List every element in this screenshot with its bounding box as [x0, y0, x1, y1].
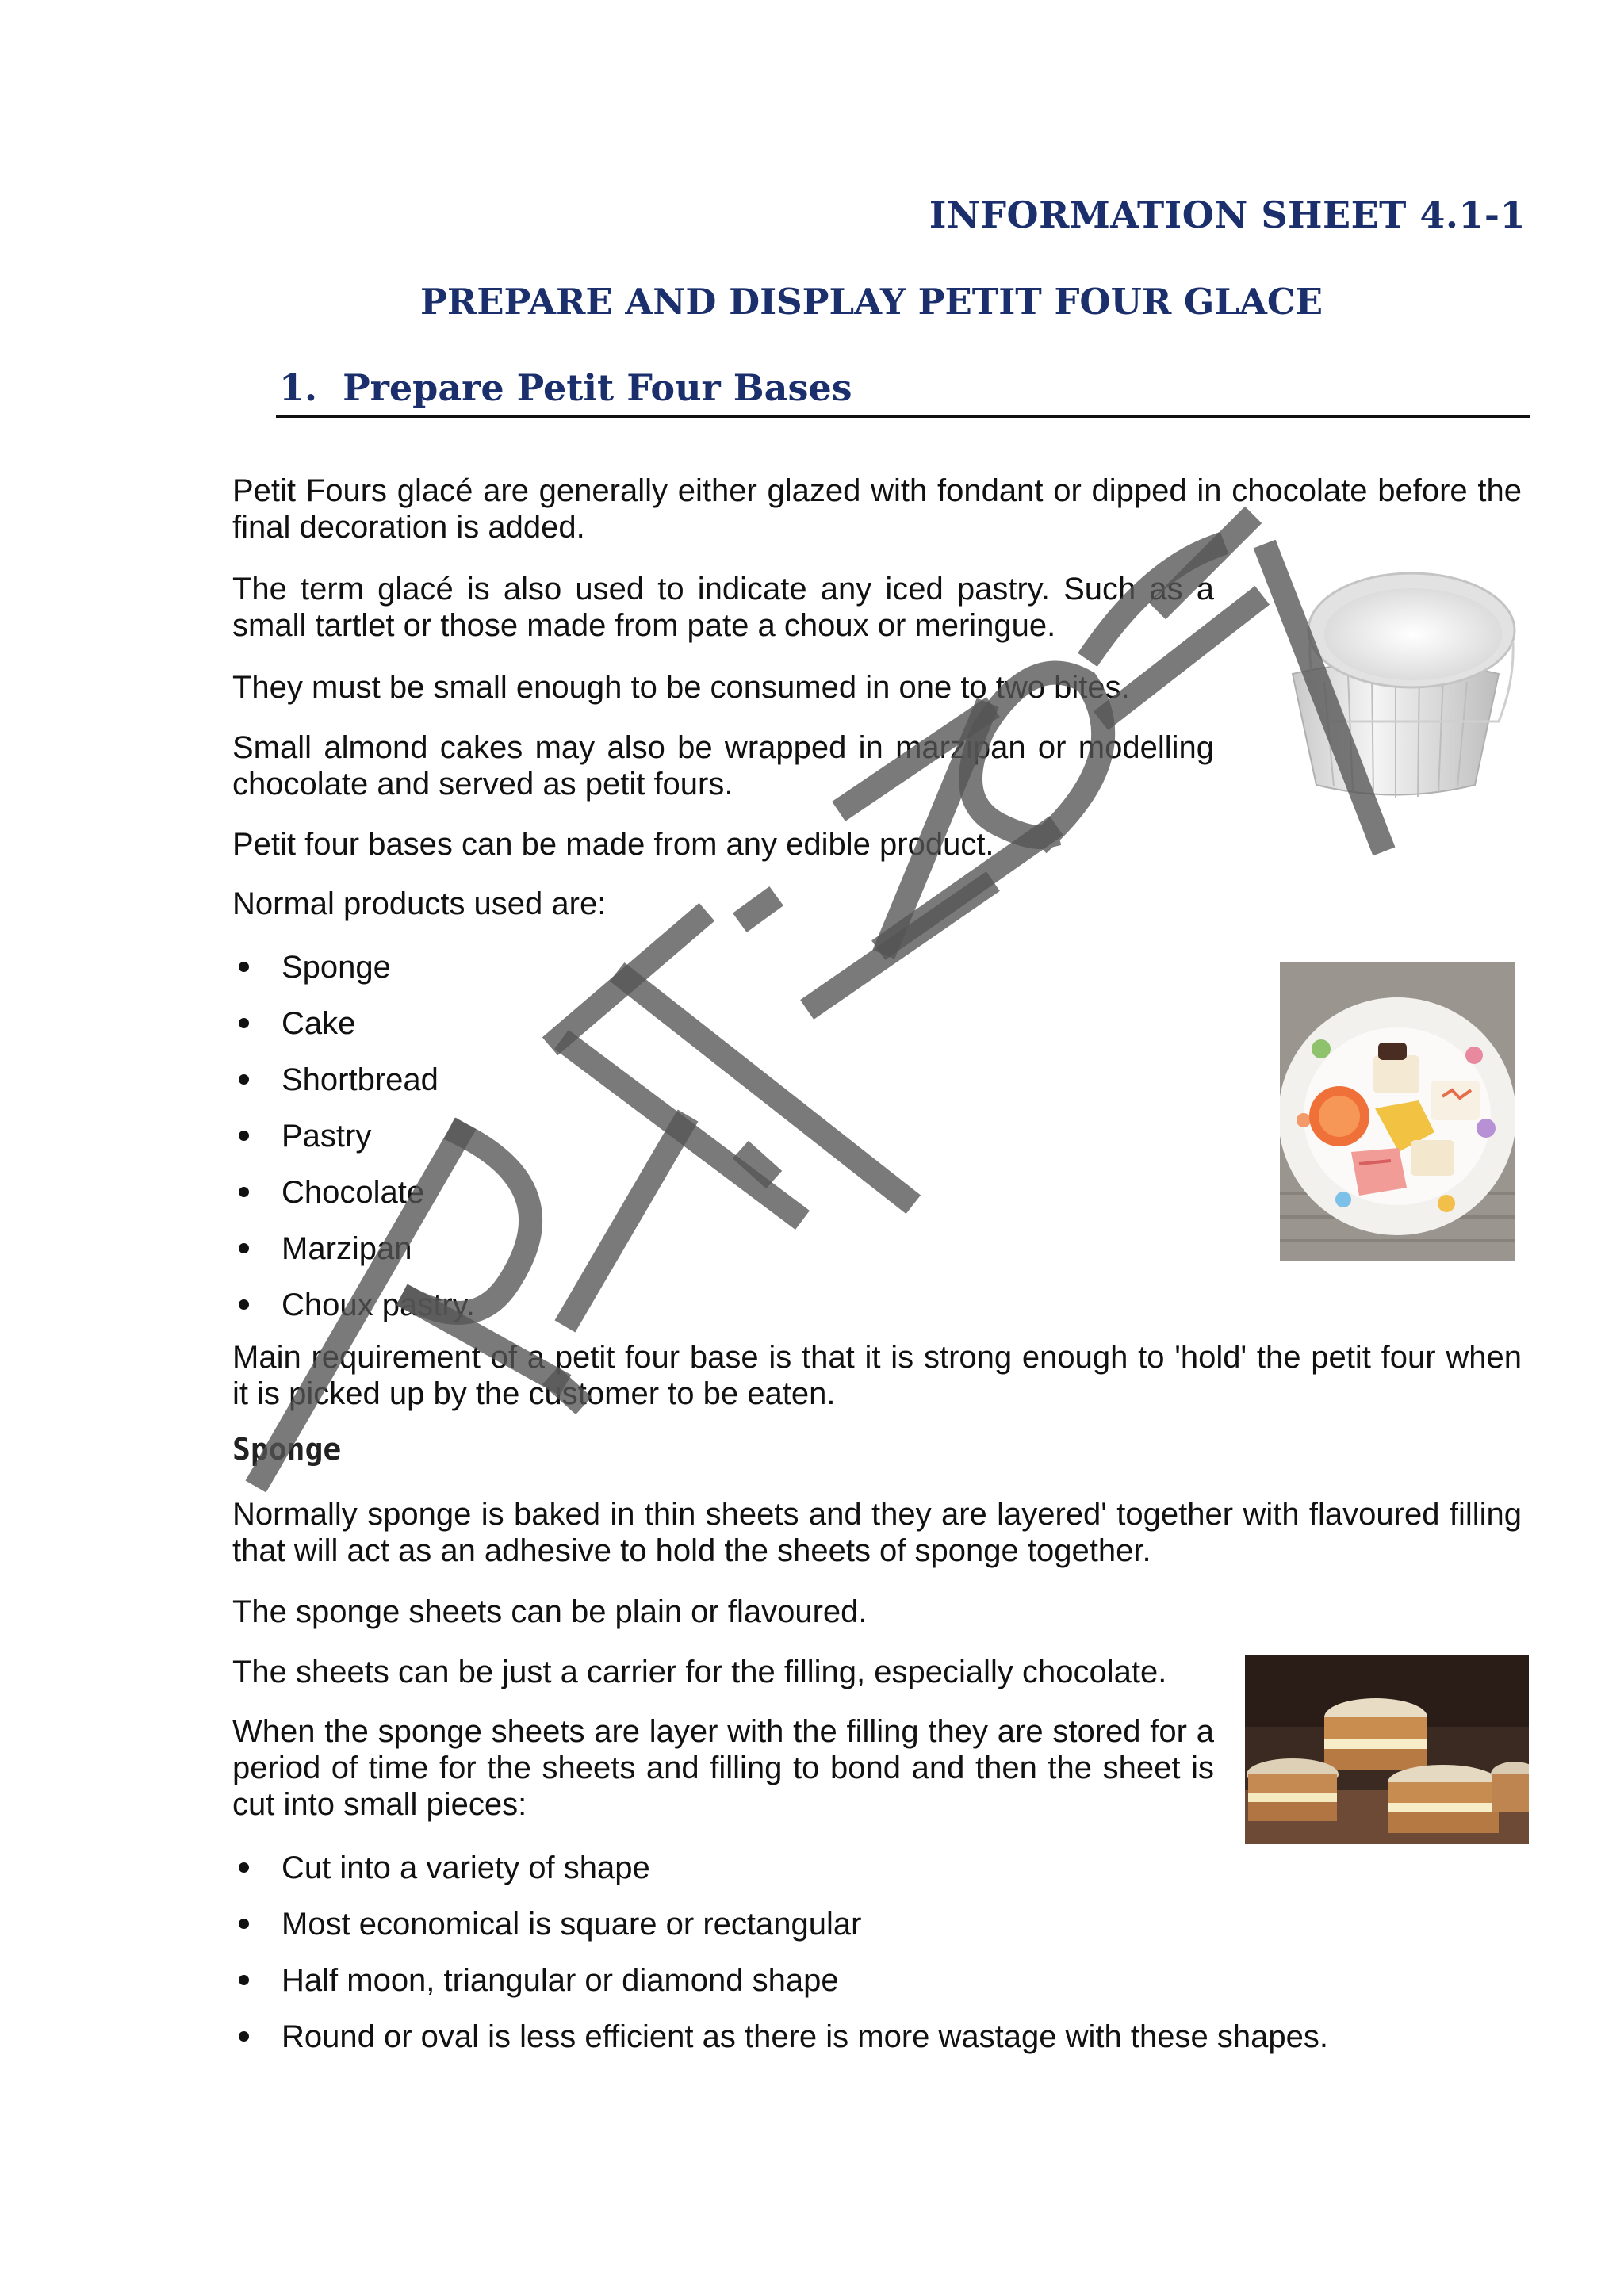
bullet-dot-icon	[239, 1018, 249, 1028]
section-underline	[276, 415, 1530, 418]
bullet-dot-icon	[239, 1919, 249, 1929]
section-number: 1.	[279, 366, 318, 409]
list-item: Shortbread	[232, 1062, 475, 1118]
paragraph-edible-product: Petit four bases can be made from any edible product.	[232, 827, 994, 862]
paragraph-main-requirement: Main requirement of a petit four base is that it is strong enough to 'hold' the petit four when it is picked up by the customer to be eaten.	[232, 1340, 1522, 1411]
list-item: Round or oval is less efficient as there is more wastage with these shapes.	[232, 2019, 1328, 2075]
list-item: Cake	[232, 1005, 475, 1062]
list-item: Sponge	[232, 949, 475, 1005]
shapes-list	[232, 1850, 1328, 2075]
list-item: Choux pastry.	[232, 1287, 475, 1343]
list-item: Pastry	[232, 1118, 475, 1174]
section-heading	[279, 366, 852, 409]
section-title: Prepare Petit Four Bases	[343, 366, 852, 409]
list-item: Chocolate	[232, 1174, 475, 1230]
cupcake-liners-image	[1261, 555, 1530, 809]
list-item: Marzipan	[232, 1230, 475, 1287]
sponge-heading: Sponge	[232, 1432, 342, 1467]
paragraph-plain-flavoured: The sponge sheets can be plain or flavoured.	[232, 1594, 868, 1629]
bullet-dot-icon	[239, 1187, 249, 1197]
bullet-dot-icon	[239, 1243, 249, 1253]
list-item: Most economical is square or rectangular	[232, 1906, 1328, 1962]
bullet-dot-icon	[239, 1975, 249, 1985]
paragraph-almond-cakes: Small almond cakes may also be wrapped in marzipan or modelling chocolate and served as petit fours.	[232, 730, 1214, 802]
bullet-dot-icon	[239, 1074, 249, 1085]
paragraph-carrier: The sheets can be just a carrier for the filling, especially chocolate.	[232, 1655, 1167, 1689]
petit-fours-plate-image	[1280, 962, 1515, 1261]
paragraph-sponge-baked: Normally sponge is baked in thin sheets and they are layered' together with flavoured filling that will act as an adhesive to hold the sheets of sponge together.	[232, 1497, 1522, 1568]
bullet-dot-icon	[239, 2031, 249, 2042]
products-list	[232, 949, 475, 1343]
information-sheet-title: INFORMATION SHEET 4.1-1	[929, 193, 1526, 236]
sponge-cakes-image	[1245, 1655, 1529, 1844]
paragraph-glazed: Petit Fours glacé are generally either glazed with fondant or dipped in chocolate before the final decoration is added.	[232, 473, 1522, 545]
paragraph-layer-filling: When the sponge sheets are layer with the filling they are stored for a period of time for the sheets and filling to bond and then the sheet is cut into small pieces:	[232, 1714, 1214, 1822]
list-item: Cut into a variety of shape	[232, 1850, 1328, 1906]
paragraph-normal-products: Normal products used are:	[232, 886, 607, 921]
paragraph-term-glace: The term glacé is also used to indicate any iced pastry. Such as a small tartlet or those made from pate a choux or meringue.	[232, 572, 1214, 643]
bullet-dot-icon	[239, 1862, 249, 1873]
list-item: Half moon, triangular or diamond shape	[232, 1962, 1328, 2019]
document-title: PREPARE AND DISPLAY PETIT FOUR GLACE	[419, 281, 1323, 323]
bullet-dot-icon	[239, 962, 249, 972]
bullet-dot-icon	[239, 1131, 249, 1141]
paragraph-bites: They must be small enough to be consumed in one to two bites.	[232, 670, 1130, 705]
bullet-dot-icon	[239, 1299, 249, 1310]
